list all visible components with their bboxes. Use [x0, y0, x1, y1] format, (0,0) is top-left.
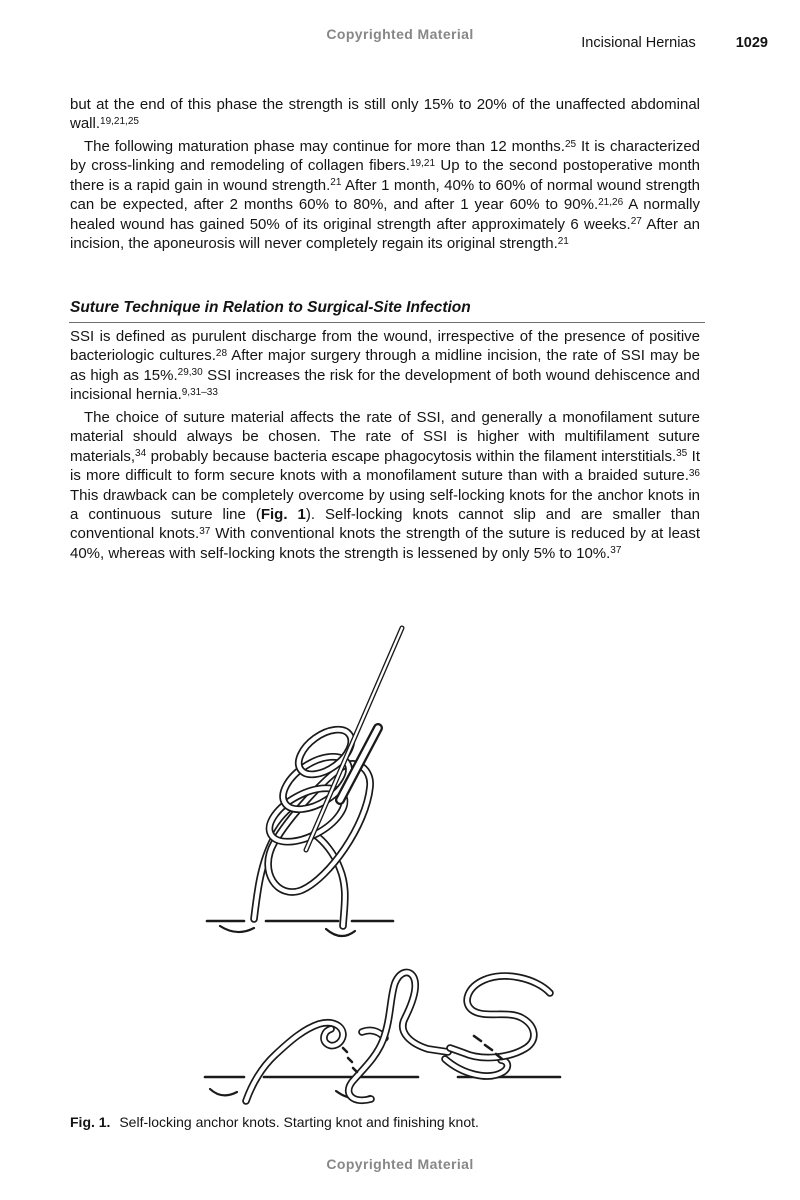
suture-thread [254, 721, 370, 926]
running-head [581, 35, 768, 51]
tissue-line [207, 921, 393, 936]
finishing-knot-drawing [205, 972, 560, 1101]
figure-1-illustration [140, 612, 660, 1112]
figure-caption: Fig. 1. Self-locking anchor knots. Starting knot and finishing knot. [70, 1114, 479, 1130]
starting-knot-drawing [207, 628, 402, 936]
running-title: Incisional Hernias [581, 35, 696, 51]
paragraph: The following maturation phase may continue for more than 12 months.$^{25}$ It is characterized by cross-linking and remodeling of collagen fibers.$^{19,21}$ Up to the second postoperative month there is a rapid gain in wound strength.$^{21}$ After 1 month, 40% to 60% of normal wound strength can be expected, after 2 months 60% to 80%, and after 1 year 60% to 90%.$^{21,26}$ A normally healed wound has gained 50% of its original strength after approximately 6 weeks.$^{27}$ After an incision, the aponeurosis will never completely regain its original strength.$^{21}$ [70, 138, 700, 253]
suture-thread [246, 972, 550, 1101]
paragraph: SSI is defined as purulent discharge from the wound, irrespective of the presence of positive bacteriologic cultures.$^{28}$ After major surgery through a midline incision, the rate of SSI may be as high as 15%.$^{29,30}$ SSI increases the risk for the development of both wound dehiscence and incisional hernia.$^{9,31-33}$ [70, 328, 700, 404]
copyright-watermark-bottom: Copyrighted Material [326, 1156, 474, 1172]
paragraph: The choice of suture material affects the rate of SSI, and generally a monofilament suture material should always be chosen. The rate of SSI is higher with multifilament suture materials,$^{34}$ probably because bacteria escape phagocytosis within the filament interstitials.$^{35}$ It is more difficult to form secure knots with a monofilament suture than with a braided suture.$^{36}$ This drawback can be completely overcome by using self-locking knots for the anchor knots in a continuous suture line (Fig. 1). Self-locking knots cannot slip and are smaller than conventional knots.$^{37}$ With conventional knots the strength of the suture is reduced by at least 40%, whereas with self-locking knots the strength is lessened by only 5% to 10%.$^{37}$ [70, 409, 700, 562]
section-heading: Suture Technique in Relation to Surgical-Site Infection [70, 299, 471, 316]
heading-rule [69, 322, 705, 323]
paragraph: but at the end of this phase the strength is still only 15% to 20% of the unaffected abdominal wall.$^{19,21,25}$ [70, 96, 700, 133]
copyright-watermark-top: Copyrighted Material [326, 26, 474, 42]
page-number: 1029 [735, 35, 768, 51]
